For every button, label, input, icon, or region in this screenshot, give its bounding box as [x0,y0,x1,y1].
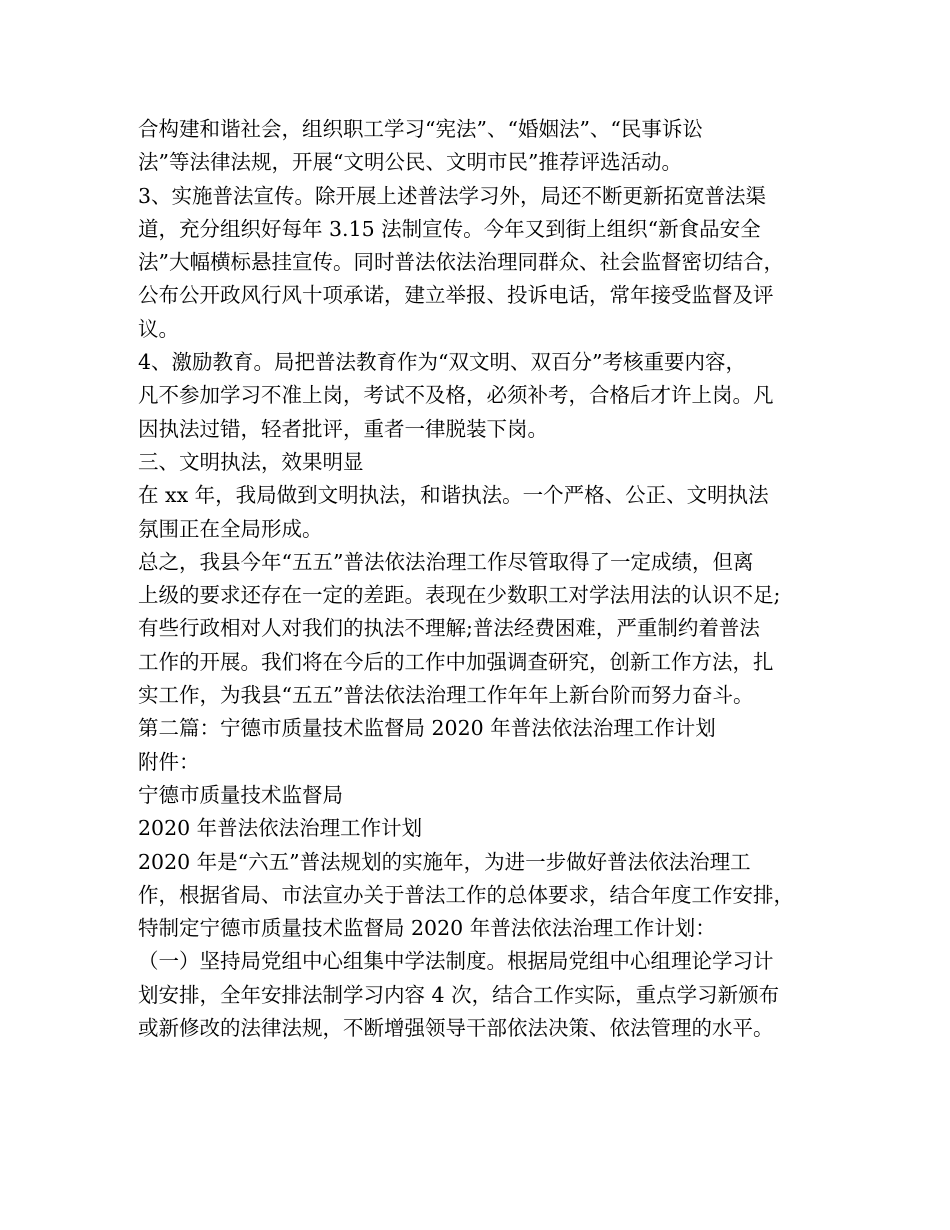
text-line-1: 合构建和谐社会，组织职工学习“宪法”、“婚姻法”、“民事诉讼 [138,117,703,141]
section-heading: 三、文明执法，效果明显 [138,449,364,474]
plan-title: 2020 年普法依法治理工作计划 [138,816,423,841]
organization-name: 宁德市质量技术监督局 [138,782,343,807]
text-line-9: 凡不参加学习不准上岗，考试不及格，必须补考，合格后才许上岗。凡 [138,383,774,408]
text-line-24: 作，根据省局、市法宣办关于普法工作的总体要求，结合年度工作安排， [138,882,794,907]
text-line-14: 总之，我县今年“五五”普法依法治理工作尽管取得了一定成绩，但离 [138,549,754,574]
text-line-7: 议。 [138,316,179,341]
text-line-8: 4、激励教育。局把普法教育作为“双文明、双百分”考核重要内容， [138,350,747,375]
document-body [138,113,828,1045]
text-line-28: 或新修改的法律法规，不断增强领导干部依法决策、依法管理的水平。 [138,1016,774,1041]
text-line-18: 实工作，为我县“五五”普法依法治理工作年年上新台阶而努力奋斗。 [138,683,754,708]
text-line-16: 有些行政相对人对我们的执法不理解;普法经费困难，严重制约着普法 [138,616,760,641]
text-line-12: 在 xx 年，我局做到文明执法，和谐执法。一个严格、公正、文明执法 [138,483,769,508]
text-line-25: 特制定宁德市质量技术监督局 2020 年普法依法治理工作计划： [138,916,716,941]
text-line-26: （一）坚持局党组中心组集中学法制度。根据局党组中心组理论学习计 [138,949,774,974]
chapter-heading: 第二篇：宁德市质量技术监督局 2020 年普法依法治理工作计划 [138,716,716,741]
text-line-27: 划安排，全年安排法制学习内容 4 次，结合工作实际，重点学习新颁布 [138,982,780,1007]
text-line-10: 因执法过错，轻者批评，重者一律脱装下岗。 [138,416,548,441]
text-line-5: 法”大幅横标悬挂宣传。同时普法依法治理同群众、社会监督密切结合， [138,250,784,275]
text-line-3: 3、实施普法宣传。除开展上述普法学习外，局还不断更新拓宽普法渠 [138,183,767,208]
text-line-17: 工作的开展。我们将在今后的工作中加强调查研究，创新工作方法，扎 [138,649,774,674]
text-line-2: 法”等法律法规，开展“文明公民、文明市民”推荐评选活动。 [138,150,682,175]
text-line-4: 道，充分组织好每年 3.15 法制宣传。今年又到街上组织“新食品安全 [138,216,761,241]
text-line-23: 2020 年是“六五”普法规划的实施年，为进一步做好普法依法治理工 [138,849,751,874]
text-line-6: 公布公开政风行风十项承诺，建立举报、投诉电话，常年接受监督及评 [138,283,774,308]
text-line-13: 氛围正在全局形成。 [138,516,323,541]
text-line-15: 上级的要求还存在一定的差距。表现在少数职工对学法用法的认识不足; [138,583,781,608]
attachment-label: 附件： [138,749,200,774]
